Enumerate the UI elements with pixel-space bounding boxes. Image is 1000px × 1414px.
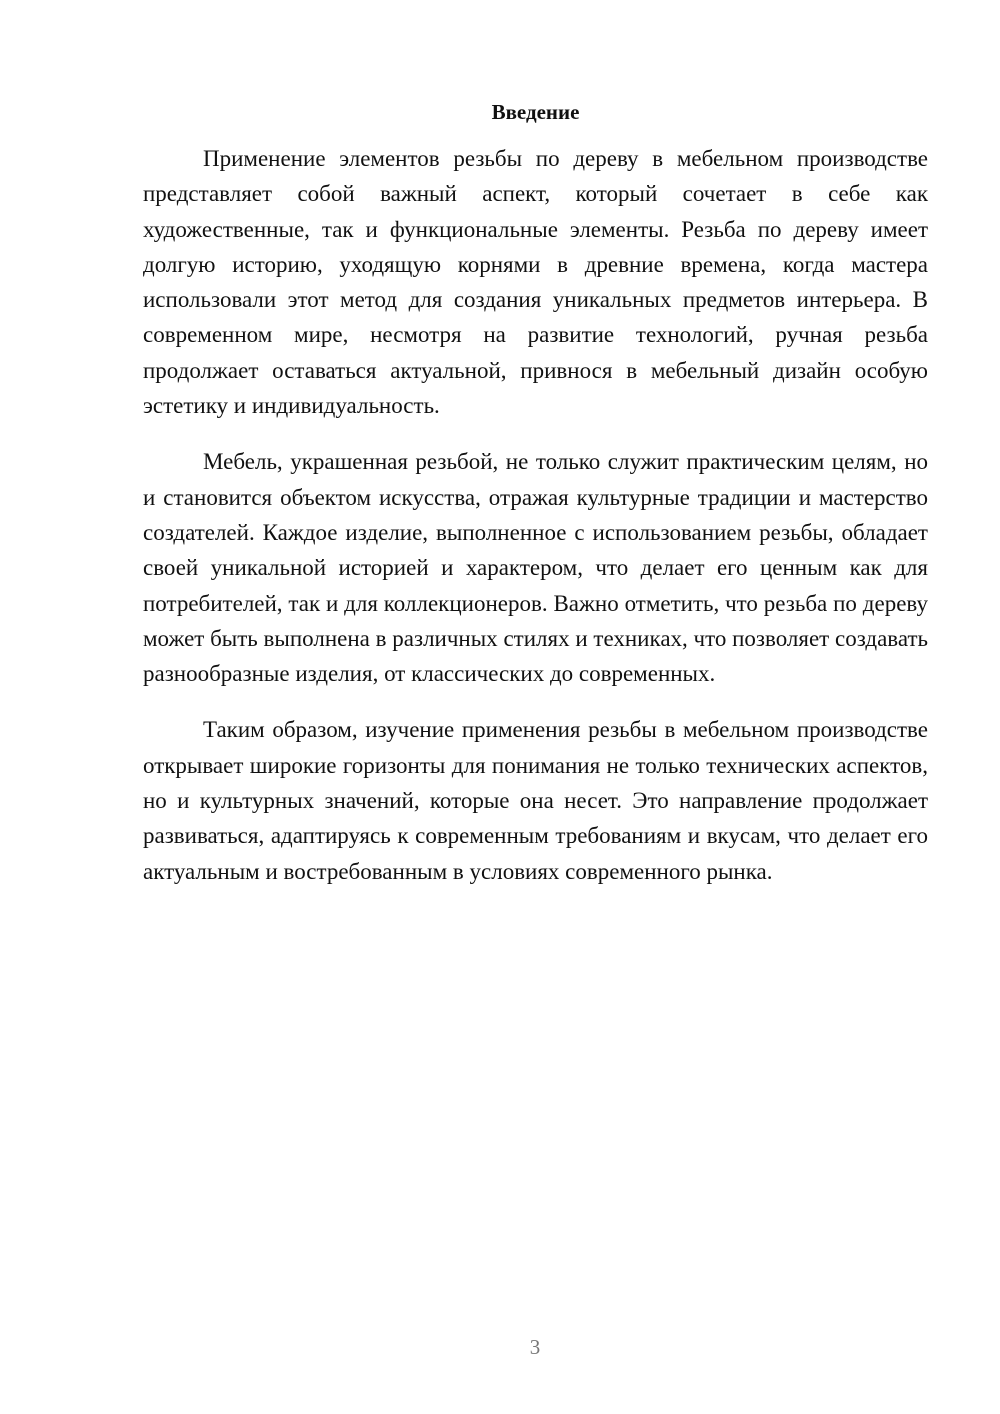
paragraph-3: Таким образом, изучение применения резьбы в мебельном производстве открывает широкие горизонты для понимания не только технических аспектов, но и культурных значений, которые она несет. Это направление продолжает развиваться, адаптируясь к современным требованиям и вкусам, что делает его актуальным и востребованным в условиях современного рынка. <box>143 717 928 884</box>
page-number: 3 <box>529 1335 541 1359</box>
section-title: Введение <box>491 100 580 124</box>
paragraph-1: Применение элементов резьбы по дереву в мебельном производстве представляет собой важный аспект, который сочетает в себе как художественные, так и функциональные элементы. Резьба по дереву имеет долгую историю, уходящую корнями в древние времена, когда мастера использовали этот метод для создания уникальных предметов интерьера. В современном мире, несмотря на развитие технологий, ручная резьба продолжает оставаться актуальной, привнося в мебельный дизайн особую эстетику и индивидуальность. <box>143 146 928 419</box>
page-content <box>143 97 928 910</box>
paragraph-2: Мебель, украшенная резьбой, не только служит практическим целям, но и становится объектом искусства, отражая культурные традиции и мастерство создателей. Каждое изделие, выполненное с использованием резьбы, обладает своей уникальной историей и характером, что делает его ценным как для потребителей, так и для коллекционеров. Важно отметить, что резьба по дереву может быть выполнена в различных стилях и техниках, что позволяет создавать разнообразные изделия, от классических до современных. <box>143 449 928 687</box>
